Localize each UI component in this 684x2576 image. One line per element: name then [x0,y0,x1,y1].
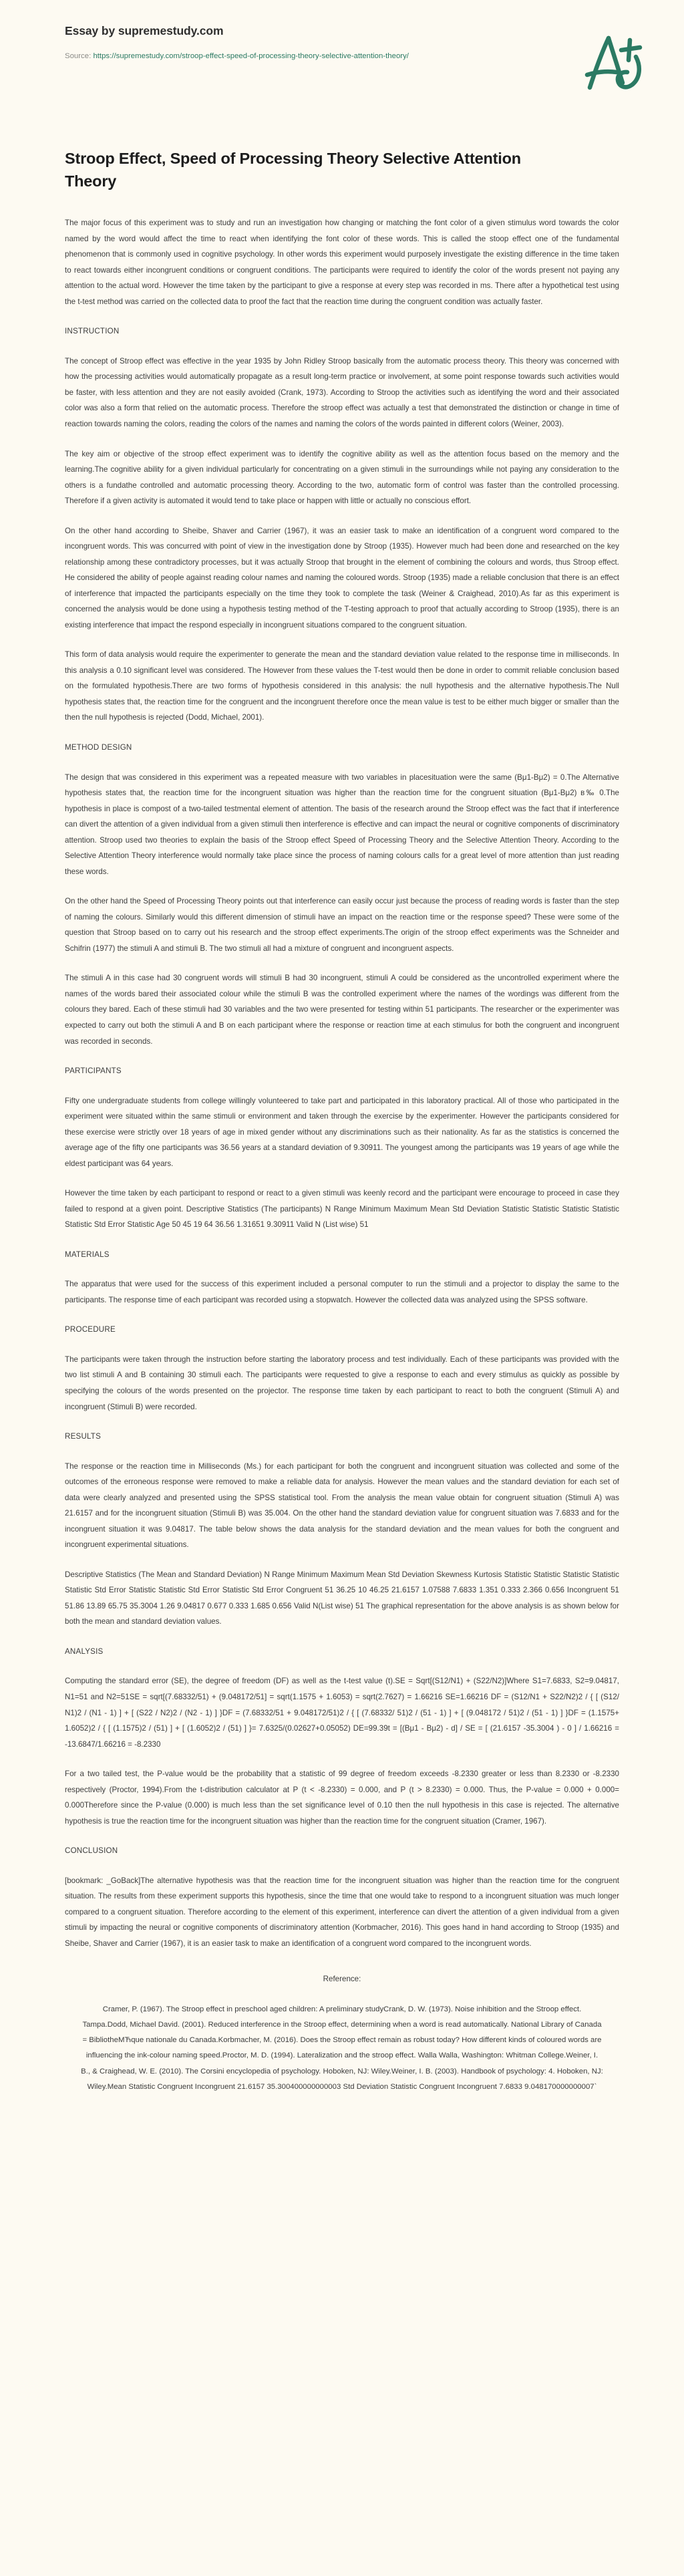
section-heading-participants: PARTICIPANTS [65,1066,122,1076]
paragraph: The concept of Stroop effect was effective in the year 1935 by John Ridley Stroop basically from the automatic process theory. This theory was concerned with how the processing activities would automatically propagate as a result long-term practice or involvement, at some point response towards such activities would be faster, with less attention and they are not easily avoided (Crank, 1973). According to Stroop the activities such as identifying the word and their associated color was also a form that relied on the automatic process. Therefore the stroop effect was actually a test that demonstrated the distinction or change in time of reaction towards naming the colors, reading the colors of the names and naming the colors of the words painted in different colors (Weiner, 2003). [65,356,619,428]
section-heading-instruction: INSTRUCTION [65,327,120,336]
source-line [65,49,409,63]
section-heading-method-design: METHOD DESIGN [65,743,132,752]
reference-list: Cramer, P. (1967). The Stroop effect in preschool aged children: A preliminary studyCrank, D. W. (1973). Noise inhibition and the Stroop effect. Tampa.Dodd, Michael David. (2001). Reduced interference in the Stroop effect, determining when a word is read automatically. National Library of Canada = BibliotheMЋque nationale du Canada.Korbmacher, M. (2016). Does the Stroop effect remain as robust today? How different kinds of coloured words are influencing the ink-colour naming speed.Proctor, M. D. (1994). Lateralization and the stroop effect. Walla Walla, Washington: Whitman College.Weiner, I. B., & Craighead, W. E. (2010). The Corsini encyclopedia of psychology. Hoboken, NJ: Wiley.Weiner, I. B. (2003). Handbook of psychology: 4. Hoboken, NJ: Wiley.Mean Statistic Congruent Incongruent 21.6157 35.300400000000003 Std Deviation Statistic Congruent Incongruent 7.6833 9.048170000000007` [81,2005,603,2091]
paragraph: The design that was considered in this experiment was a repeated measure with two variables in placesituation were the same (Bμ1-Bμ2) = 0.The Alternative hypothesis states that, the reaction time for the incongruent situation was higher than the reaction time for the congruent situation (Bμ1-Bμ2) в‰ 0.The hypothesis in place is compost of a two-tailed testmental element of attention. The basis of the research around the Stroop effect was the fact that if interference can divert the attention of a given individual from a given stimuli then interference is effective and can impact the neural or cognitive components of discriminatory attention. Stroop used two theories to explain the basis of the Stroop effect Speed of Processing Theory and the Selective Attention Theory. According to the Selective Attention Theory interference would normally take place since the process of naming colours calls for a great level of more attention than just reading these words. [65,772,619,876]
paragraph: The response or the reaction time in Milliseconds (Ms.) for each participant for both the congruent and incongruent situation was collected and some of the outcomes of the erroneous response were removed to make a reliable data for analysis. However the mean values and the standard deviation for each set of data were clearly analyzed and presented using the SPSS statistical tool. From the analysis the mean value obtain for congruent situation (Stimuli A) was 21.6157 and for the incongruent situation (Stimuli B) was 35.004. On the other hand the standard deviation value for congruent situation was 7.6833 and for the incongruent situation it was 9.04817. The table below shows the data analysis for the standard deviation and the mean values for both the congruent and incongruent experimental situations. [65,1461,619,1550]
source-label: Source: [65,52,92,60]
section-heading-conclusion: CONCLUSION [65,1846,118,1856]
section-heading-procedure: PROCEDURE [65,1325,116,1334]
section-heading-analysis: ANALYSIS [65,1647,104,1656]
paragraph: Computing the standard error (SE), the degree of freedom (DF) as well as the t-test value (t).SE = Sqrt[(S12/N1) + (S22/N2)]Where S1=7.6833, S2=9.04817, N1=51 and N2=51SE = sqrt[(7.68332/51) + (9.048172/51] = sqrt(1.1575 + 1.6053) = sqrt(2.7627) = 1.66216 SE=1.66216 DF = (S12/N1 + S22/N2)2 / { [ (S12/ N1)2 / (N1 - 1) ] + [ (S22 / N2)2 / (N2 - 1) ] }DF = (7.68332/51 + 9.048172/51)2 / { [ (7.68332/ 51)2 / (51 - 1) ] + [ (9.048172 / 51)2 / (51 - 1) ] }DF = (1.1575+ 1.6052)2 / { [ (1.1575)2 / (51) ] + [ (1.6052)2 / (51) ] }= 7.6325/(0.02627+0.05052) DE=99.39t = [(Bμ1 - Bμ2) - d] / SE = [ (21.6157 -35.3004 ) - 0 ] / 1.66216 = -13.6847/1.66216 = -8.2330 [65,1677,619,1749]
paragraph: On the other hand the Speed of Processing Theory points out that interference can easily occur just because the process of reading words is faster than the step of naming the colours. Similarly would this different dimension of stimuli have an impact on the reaction time or the response speed? These were some of the question that Stroop based on to carry out his research and the stroop effect experiments.The origin of the stroop effect experiments was the Schneider and Schifrin (1977) the stimuli A and stimuli B. The two stimuli all had a mixture of congruent and incongruent aspects. [65,897,619,953]
paragraph: The stimuli A in this case had 30 congruent words will stimuli B had 30 incongruent, stimuli A could be considered as the uncontrolled experiment where the names of the words bared their associated colour while the stimuli B was the controlled experiment where the names of the wordings was different from the colours they bared. Each of these stimuli had 30 variables and the two were presented for testing within 51 participants. The researcher or the experimenter was expected to carry out both the stimuli A and B on each participant where the response or reaction time at each stimulus for both the congruent and incongruent was recorded in seconds. [65,974,619,1046]
paragraph: The key aim or objective of the stroop effect experiment was to identify the cognitive ability as well as the attention focus based on the memory and the learning.The cognitive ability for a given individual particularly for concentrating on a given stimuli in the surroundings while not paying any consideration to the others is a fundathe controlled and automatic processing theory. According to the two, automatic form of control was faster than the controlled processing. Therefore if a given activity is automated it would tend to take place or happen with little or actually no conscious effort. [65,449,619,506]
paragraph: On the other hand according to Sheibe, Shaver and Carrier (1967), it was an easier task to make an identification of a congruent word compared to the incongruent words. This was concurred with point of view in the investigation done by Stroop (1935). However much had been done and researched on the key relationship among these contradictory processes, but it was actually Stroop that brought in the element of combining the colours and words, thus Stroop effect. He considered the ability of people against reading colour names and naming the coloured words. Stroop (1935) made a reliable conclusion that there is an effect of interference that impacted the participants especially on the time they took to complete the task (Weiner & Craighead, 2010).As far as this experiment is concerned the analysis would be done using a hypothesis testing method of the T-testing approach to proof that actually according to Stroop (1935), there is an existing interference that impact the respond especially in incongruent situations compared to the congruent situation. [65,526,619,629]
section-heading-materials: MATERIALS [65,1250,110,1259]
paragraph: The participants were taken through the instruction before starting the laboratory process and test individually. Each of these participants was provided with the two list stimuli A and B containing 30 stimuli each. The participants were requested to give a response to each and every stimulus as quickly as possible by specifying the colours of the words presented on the projector. The response time taken by each participant to react to both the congruent (Stimuli A) and incongruent (Stimuli B) were recorded. [65,1354,619,1411]
abstract-paragraph: The major focus of this experiment was to study and run an investigation how changing or matching the font color of a given stimulus word towards the color named by the word would affect the time to react when identifying the font color of these words. This is called the stoop effect one of the fundamental phenomenon that is commonly used in cognitive psychology. In other words this experiment would purposely investigate the existing difference in the time taken to react towards either incongruent conditions or congruent conditions. The participants were required to identify the color of the words present not paying any attention to the actual word. However the time taken by the participant to give a response at every step was recorded in ms. There after a hypothetical test using the t-test method was carried on the collected data to proof the fact that the reaction time during the congruent condition was actually faster. [65,219,619,306]
site-header [0,0,684,90]
paragraph: Fifty one undergraduate students from college willingly volunteered to take part and participated in this laboratory practical. All of those who participated in the experiment were situated within the same stimuli or environment and taken through the exercise by the experimenter. However the participants considered for these exercise were strictly over 18 years of age in mixed gender without any discriminations such as their nationality. As far as the statistics is concerned the average age of the fifty one participants was 36.56 years at a standard deviation of 9.30911. The youngest among the participants was 19 years of age while the eldest participant was 64 years. [65,1096,619,1168]
paragraph: The apparatus that were used for the success of this experiment included a personal computer to run the stimuli and a projector to display the same to the participants. The response time of each participant was recorded using a stopwatch. However the collected data was analyzed using the SPSS software. [65,1280,619,1304]
a-plus-logo-icon [581,25,643,90]
page-title: Stroop Effect, Speed of Processing Theory Selective Attention Theory [65,150,521,190]
paragraph: This form of data analysis would require the experimenter to generate the mean and the standard deviation value related to the response time in milliseconds. In this analysis a 0.10 significant level was considered. The However from these values the T-test would then be done in order to commit reliable conclusion based on the formulated hypothesis.There are two forms of hypothesis considered in this analysis: the null hypothesis and the alternative hypothesis.The Null hypothesis states that, the reaction time for the congruent and the incongruent therefore once the mean value is test to be either much bigger or smaller than the then the null hypothesis is rejected (Dodd, Michael, 2001). [65,650,619,722]
reference-heading: Reference: [323,1975,361,1984]
paragraph: However the time taken by each participant to respond or react to a given stimuli was keenly record and the participant were encourage to proceed in case they failed to respond at a given point. Descriptive Statistics (The participants) N Range Minimum Maximum Mean Std Deviation Statistic Statistic Statistic Statistic Statistic Std Error Statistic Age 50 45 19 64 36.56 1.31651 9.30911 Valid N (List wise) 51 [65,1189,619,1230]
source-url-link[interactable]: https://supremestudy.com/stroop-effect-speed-of-processing-theory-selective-attention-theory/ [93,52,409,60]
brand-title: Essay by supremestudy.com [65,24,224,37]
paragraph: Descriptive Statistics (The Mean and Standard Deviation) N Range Minimum Maximum Mean Std Deviation Skewness Kurtosis Statistic Statistic Statistic Statistic Statistic Std Error Statistic Statistic Std Error Statistic Std Error Congruent 51 36.25 10 46.25 21.6157 1.07588 7.6833 1.351 0.333 2.366 0.656 Incongruent 51 51.86 13.89 65.75 35.3004 1.26 9.04817 0.677 0.333 1.685 0.656 Valid N(List wise) 51 The graphical representation for the above analysis is as shown below for both the mean and standard deviation values. [65,1570,619,1626]
header-left [65,24,409,63]
paragraph: For a two tailed test, the P-value would be the probability that a statistic of 99 degree of freedom exceeds -8.2330 greater or less than 8.2330 or -8.2330 respectively (Proctor, 1994).From the t-distribution calculator at P (t < -8.2330) = 0.000, and P (t > 8.2330) = 0.000. Thus, the P-value = 0.000 + 0.000= 0.000Therefore since the P-value (0.000) is much less than the set significance level of 0.10 then the null hypothesis in this case is rejected. The alternative hypothesis is true the reaction time for the incongruent situation was higher than the reaction time for the congruent situation (Cramer, 1967). [65,1769,619,1826]
document-content [0,147,684,2095]
section-heading-results: RESULTS [65,1432,102,1441]
paragraph: [bookmark: _GoBack]The alternative hypothesis was that the reaction time for the incongruent situation was higher than the reaction time for the congruent situation. The results from these experiment supports this hypothesis, since the time that one would take to respond to a incongruent situation was much longer compared to a congruent situation. Therefore according to the element of this experiment, interference can divert the attention of a given individual from a given stimuli by impacting the neural or cognitive components of discriminatory attention (Korbmacher, 2016). This goes hand in hand according to Stroop (1935) and Sheibe, Shaver and Carrier (1967), it is an easier task to make an identification of a congruent word compared to the incongruent words. [65,1876,619,1948]
